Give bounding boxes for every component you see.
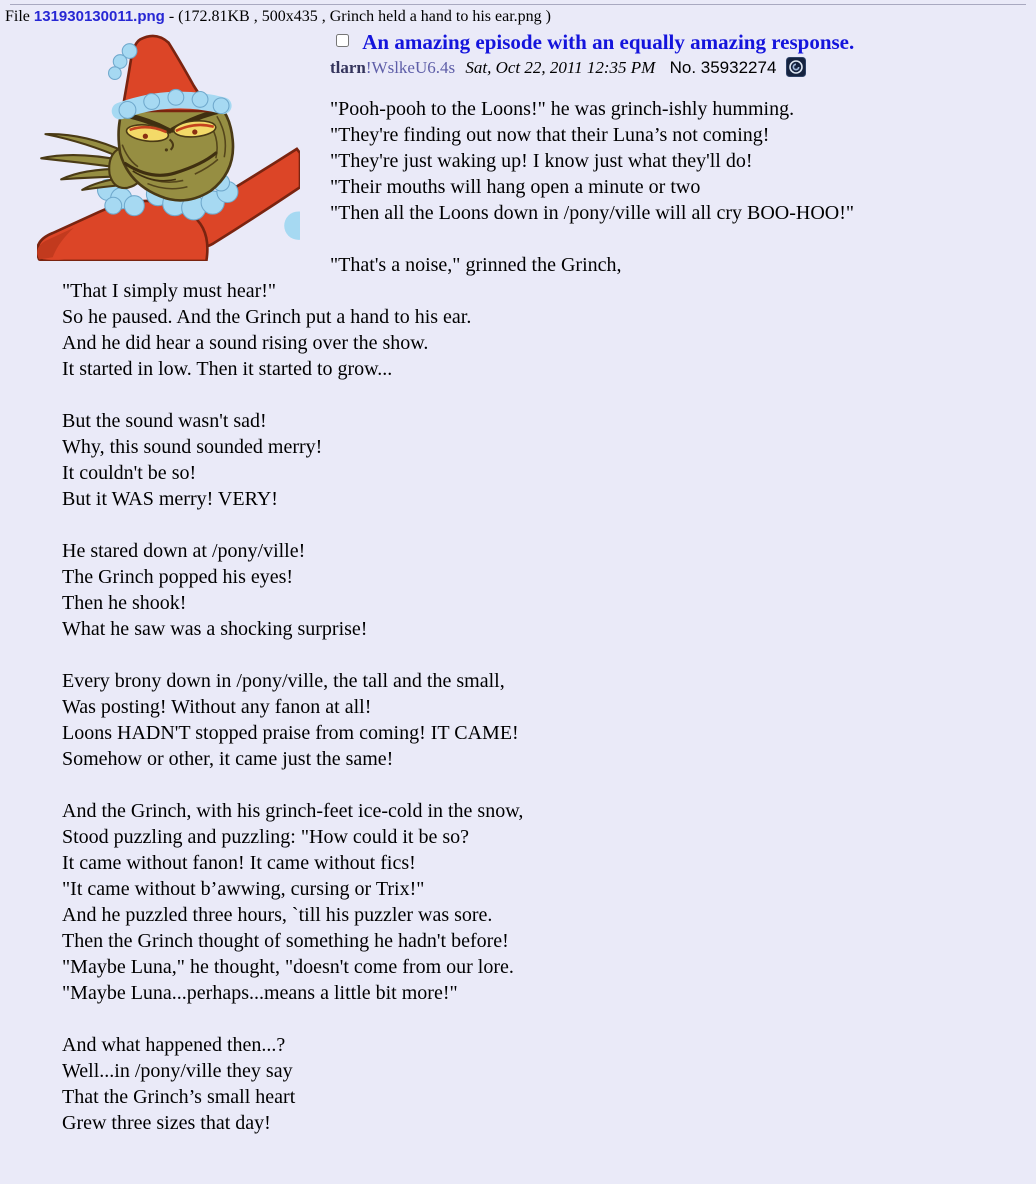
post-number-link[interactable]: No. 35932274: [669, 58, 777, 77]
top-divider: [10, 4, 1026, 5]
post-select-checkbox[interactable]: [336, 34, 349, 47]
file-dash: -: [168, 8, 175, 25]
poster-tripcode: !WslkeU6.4s: [365, 58, 456, 77]
post-subject: An amazing episode with an equally amazing response.: [362, 30, 855, 54]
poster-name: tlarn: [330, 58, 366, 77]
post-container: [0, 26, 1036, 1136]
file-link[interactable]: 131930130011.png: [33, 8, 165, 25]
post-image-thumbnail[interactable]: [37, 32, 300, 261]
post-body: "Pooh-pooh to the Loons!" he was grinch-ishly humming. "They're finding out now that their Luna’s not coming! "They're just waking up! I know just what they'll do! "Their mouths will hang open a minute or two "Then all the Loons down in /pony/ville will all cry BOO-HOO!" "That's a noise," grinned the Grinch, "That I simply must hear!" So he paused. And the Grinch put a hand to his ear. And he did hear a sound rising over the show. It started in low. Then it started to grow... But the sound wasn't sad! Why, this sound sounded merry! It couldn't be so! But it WAS merry! VERY! He stared down at /pony/ville! The Grinch popped his eyes! Then he shook! What he saw was a shocking surprise! Every brony down in /pony/ville, the tall and the small, Was posting! Without any fanon at all! Loons HADN'T stopped praise from coming! IT CAME! Somehow or other, it came just the same! And the Grinch, with his grinch-feet ice-cold in the snow, Stood puzzling and puzzling: "How could it be so? It came without fanon! It came without fics! "It came without b’awwing, cursing or Trix!" And he puzzled three hours, `till his puzzler was sore. Then the Grinch thought of something he hadn't before! "Maybe Luna," he thought, "doesn't come from our lore. "Maybe Luna...perhaps...means a little bit more!" And what happened then...? Well...in /pony/ville they say That the Grinch’s small heart Grew three sizes that day!: [62, 98, 855, 1134]
file-label: File: [5, 8, 30, 25]
spiral-badge-icon: [786, 57, 806, 77]
file-info-line: [5, 8, 1036, 26]
file-meta: (172.81KB , 500x435 , Grinch held a hand to his ear.png ): [178, 8, 551, 25]
post-datetime: Sat, Oct 22, 2011 12:35 PM: [465, 58, 656, 77]
